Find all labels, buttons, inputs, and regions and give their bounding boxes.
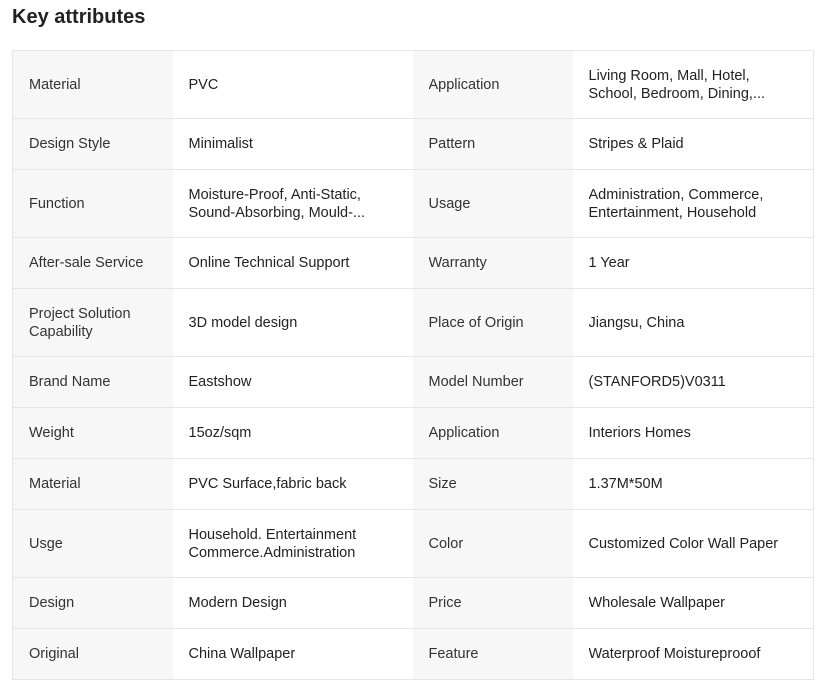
attribute-key: Place of Origin [413, 289, 573, 357]
attribute-key: Project Solution Capability [13, 289, 173, 357]
attribute-key: After-sale Service [13, 238, 173, 289]
attribute-key: Model Number [413, 357, 573, 408]
attribute-key: Price [413, 578, 573, 629]
attribute-value: Moisture-Proof, Anti-Static, Sound-Absorbing, Mould-... [173, 170, 413, 238]
attribute-key: Feature [413, 629, 573, 680]
table-row [13, 289, 814, 357]
table-row [13, 408, 814, 459]
attribute-key: Application [413, 51, 573, 119]
attribute-value: Waterproof Moistureprooof [573, 629, 814, 680]
attribute-key: Function [13, 170, 173, 238]
attribute-key: Color [413, 510, 573, 578]
attribute-value: 3D model design [173, 289, 413, 357]
attribute-key: Pattern [413, 119, 573, 170]
attribute-key: Usage [413, 170, 573, 238]
attribute-key: Brand Name [13, 357, 173, 408]
attribute-value: Modern Design [173, 578, 413, 629]
attribute-value: Administration, Commerce, Entertainment, Household [573, 170, 814, 238]
attribute-value: China Wallpaper [173, 629, 413, 680]
attribute-value: Jiangsu, China [573, 289, 814, 357]
section-title: Key attributes [12, 6, 146, 28]
attribute-value: Interiors Homes [573, 408, 814, 459]
attribute-key: Usge [13, 510, 173, 578]
table-row [13, 578, 814, 629]
attribute-value: Wholesale Wallpaper [573, 578, 814, 629]
attribute-value: Stripes & Plaid [573, 119, 814, 170]
attribute-value: Online Technical Support [173, 238, 413, 289]
attribute-value: Household. Entertainment Commerce.Administration [173, 510, 413, 578]
table-row [13, 510, 814, 578]
table-row [13, 459, 814, 510]
attribute-key: Warranty [413, 238, 573, 289]
attribute-key: Material [13, 459, 173, 510]
table-row [13, 119, 814, 170]
attribute-value: Customized Color Wall Paper [573, 510, 814, 578]
attribute-key: Design [13, 578, 173, 629]
attribute-value: Living Room, Mall, Hotel, School, Bedroom, Dining,... [573, 51, 814, 119]
attribute-key: Original [13, 629, 173, 680]
attribute-value: 1 Year [573, 238, 814, 289]
attributes-table [12, 50, 814, 680]
attribute-key: Application [413, 408, 573, 459]
attribute-value: Minimalist [173, 119, 413, 170]
attribute-value: 15oz/sqm [173, 408, 413, 459]
attribute-key: Size [413, 459, 573, 510]
attribute-value: 1.37M*50M [573, 459, 814, 510]
attribute-key: Weight [13, 408, 173, 459]
table-row [13, 629, 814, 680]
attribute-key: Design Style [13, 119, 173, 170]
attribute-value: (STANFORD5)V0311 [573, 357, 814, 408]
attribute-value: Eastshow [173, 357, 413, 408]
attribute-value: PVC Surface,fabric back [173, 459, 413, 510]
table-row [13, 357, 814, 408]
attribute-key: Material [13, 51, 173, 119]
table-row [13, 170, 814, 238]
table-row [13, 51, 814, 119]
attribute-value: PVC [173, 51, 413, 119]
table-row [13, 238, 814, 289]
